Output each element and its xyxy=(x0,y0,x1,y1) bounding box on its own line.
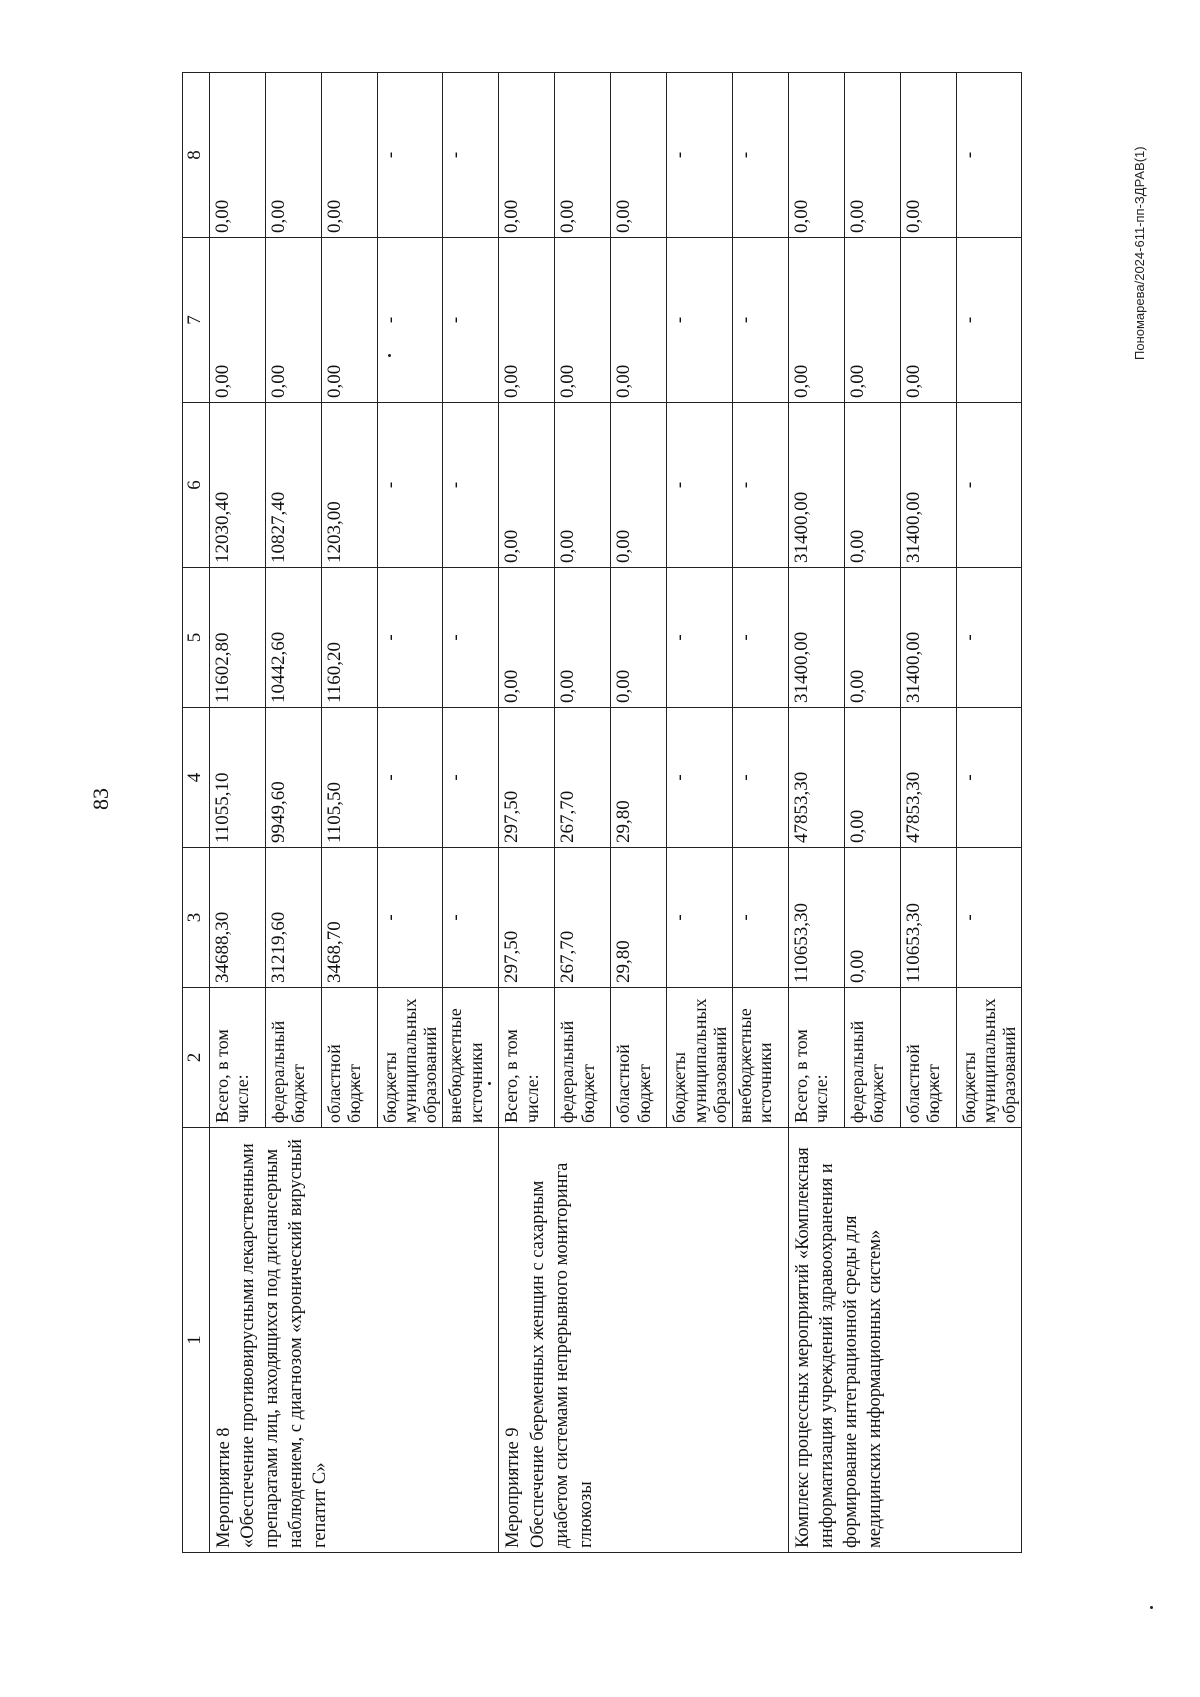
value-cell: - xyxy=(732,238,788,403)
value-cell: 0,00 xyxy=(322,238,378,403)
page-number: 83 xyxy=(88,788,113,810)
value-cell: 29,80 xyxy=(611,848,667,988)
value-cell: - xyxy=(443,403,499,568)
value-cell: - xyxy=(732,73,788,238)
value-cell: 0,00 xyxy=(844,403,900,568)
value-cell: 297,50 xyxy=(499,708,555,848)
value-cell: - xyxy=(956,403,1021,568)
value-cell: 0,00 xyxy=(555,568,611,708)
value-cell: - xyxy=(667,73,732,238)
funding-source-cell: областной бюджет xyxy=(900,988,956,1128)
value-cell: 0,00 xyxy=(210,73,266,238)
funding-source-cell: федеральный бюджет xyxy=(844,988,900,1128)
value-cell: - xyxy=(732,708,788,848)
value-cell: 0,00 xyxy=(555,403,611,568)
value-cell: 0,00 xyxy=(499,568,555,708)
event-title-cell: Мероприятие 8 «Обеспечение противовирусными лекарственными препаратами лиц, находящихся под диспансерным наблюдением, с диагнозом «хронический вирусный гепатит С» xyxy=(210,1128,499,1553)
funding-source-cell: Всего, в том числе: xyxy=(499,988,555,1128)
budget-table-body xyxy=(183,73,1022,1553)
funding-source-cell: внебюджетные источники xyxy=(443,988,499,1128)
value-cell: - xyxy=(443,238,499,403)
column-header: 8 xyxy=(183,73,210,238)
event-title-cell: Мероприятие 9 Обеспечение беременных женщин с сахарным диабетом системами непрерывного мониторинга глюкозы xyxy=(499,1128,788,1553)
column-header: 2 xyxy=(183,988,210,1128)
column-number-row xyxy=(183,73,210,1553)
value-cell: - xyxy=(443,848,499,988)
value-cell: 0,00 xyxy=(900,73,956,238)
value-cell: 0,00 xyxy=(844,848,900,988)
column-header: 4 xyxy=(183,708,210,848)
value-cell: 3468,70 xyxy=(322,848,378,988)
value-cell: - xyxy=(378,708,443,848)
value-cell: 0,00 xyxy=(900,238,956,403)
value-cell: 0,00 xyxy=(788,238,844,403)
value-cell: - xyxy=(956,848,1021,988)
value-cell: 0,00 xyxy=(788,73,844,238)
scan-speck xyxy=(1150,1606,1153,1609)
value-cell: 1105,50 xyxy=(322,708,378,848)
value-cell: 267,70 xyxy=(555,708,611,848)
funding-source-cell: федеральный бюджет xyxy=(266,988,322,1128)
value-cell: - xyxy=(443,708,499,848)
value-cell: 31400,00 xyxy=(900,403,956,568)
value-cell: 10442,60 xyxy=(266,568,322,708)
value-cell: - xyxy=(667,568,732,708)
value-cell: - xyxy=(667,403,732,568)
value-cell: - xyxy=(378,73,443,238)
value-cell: 1203,00 xyxy=(322,403,378,568)
value-cell: - xyxy=(443,568,499,708)
value-cell: - xyxy=(667,708,732,848)
column-header: 1 xyxy=(183,1128,210,1553)
funding-source-cell: Всего, в том числе: xyxy=(788,988,844,1128)
funding-source-cell: бюджеты муниципальных образований xyxy=(667,988,732,1128)
value-cell: 0,00 xyxy=(844,73,900,238)
value-cell: 0,00 xyxy=(499,403,555,568)
value-cell: 0,00 xyxy=(555,73,611,238)
document-footer-code: Пономарева/2024-611-пп-ЗДРАВ(1) xyxy=(1132,146,1147,360)
value-cell: 0,00 xyxy=(555,238,611,403)
value-cell: 0,00 xyxy=(499,238,555,403)
value-cell: 0,00 xyxy=(322,73,378,238)
funding-source-cell: внебюджетные источники xyxy=(732,988,788,1128)
value-cell: - xyxy=(667,848,732,988)
funding-source-cell: Всего, в том числе: xyxy=(210,988,266,1128)
value-cell: 11055,10 xyxy=(210,708,266,848)
value-cell: - xyxy=(956,73,1021,238)
value-cell: 0,00 xyxy=(266,238,322,403)
value-cell: - xyxy=(732,848,788,988)
value-cell: 10827,40 xyxy=(266,403,322,568)
value-cell: 47853,30 xyxy=(900,708,956,848)
value-cell: - xyxy=(956,238,1021,403)
value-cell: 0,00 xyxy=(266,73,322,238)
table-row xyxy=(788,73,844,1553)
value-cell: 297,50 xyxy=(499,848,555,988)
funding-source-cell: бюджеты муниципальных образований xyxy=(378,988,443,1128)
value-cell: - xyxy=(956,708,1021,848)
value-cell: 9949,60 xyxy=(266,708,322,848)
column-header: 7 xyxy=(183,238,210,403)
value-cell: - xyxy=(732,568,788,708)
value-cell: 31400,00 xyxy=(900,568,956,708)
value-cell: - xyxy=(378,238,443,403)
table-row xyxy=(499,73,555,1553)
value-cell: 0,00 xyxy=(611,568,667,708)
value-cell: 11602,80 xyxy=(210,568,266,708)
value-cell: - xyxy=(732,403,788,568)
column-header: 3 xyxy=(183,848,210,988)
scan-speck xyxy=(488,1082,491,1085)
scan-speck xyxy=(388,354,391,357)
value-cell: 0,00 xyxy=(499,73,555,238)
value-cell: 0,00 xyxy=(611,73,667,238)
value-cell: 0,00 xyxy=(611,403,667,568)
value-cell: 31219,60 xyxy=(266,848,322,988)
value-cell: 47853,30 xyxy=(788,708,844,848)
funding-source-cell: федеральный бюджет xyxy=(555,988,611,1128)
value-cell: 0,00 xyxy=(844,708,900,848)
value-cell: - xyxy=(378,848,443,988)
value-cell: - xyxy=(667,238,732,403)
event-title-cell: Комплекс процессных мероприятий «Комплексная информатизация учреждений здравоохранения и формирование интеграционной среды для медицинских информационных систем» xyxy=(788,1128,1021,1553)
value-cell: 31400,00 xyxy=(788,568,844,708)
funding-source-cell: бюджеты муниципальных образований xyxy=(956,988,1021,1128)
value-cell: - xyxy=(378,568,443,708)
value-cell: 12030,40 xyxy=(210,403,266,568)
value-cell: - xyxy=(956,568,1021,708)
value-cell: 0,00 xyxy=(210,238,266,403)
value-cell: - xyxy=(443,73,499,238)
value-cell: 110653,30 xyxy=(900,848,956,988)
value-cell: 0,00 xyxy=(844,238,900,403)
value-cell: - xyxy=(378,403,443,568)
value-cell: 267,70 xyxy=(555,848,611,988)
value-cell: 1160,20 xyxy=(322,568,378,708)
value-cell: 31400,00 xyxy=(788,403,844,568)
value-cell: 0,00 xyxy=(611,238,667,403)
value-cell: 29,80 xyxy=(611,708,667,848)
table-row xyxy=(210,73,266,1553)
budget-table xyxy=(182,72,1022,1553)
value-cell: 34688,30 xyxy=(210,848,266,988)
funding-source-cell: областной бюджет xyxy=(611,988,667,1128)
funding-source-cell: областной бюджет xyxy=(322,988,378,1128)
value-cell: 110653,30 xyxy=(788,848,844,988)
column-header: 5 xyxy=(183,568,210,708)
column-header: 6 xyxy=(183,403,210,568)
value-cell: 0,00 xyxy=(844,568,900,708)
